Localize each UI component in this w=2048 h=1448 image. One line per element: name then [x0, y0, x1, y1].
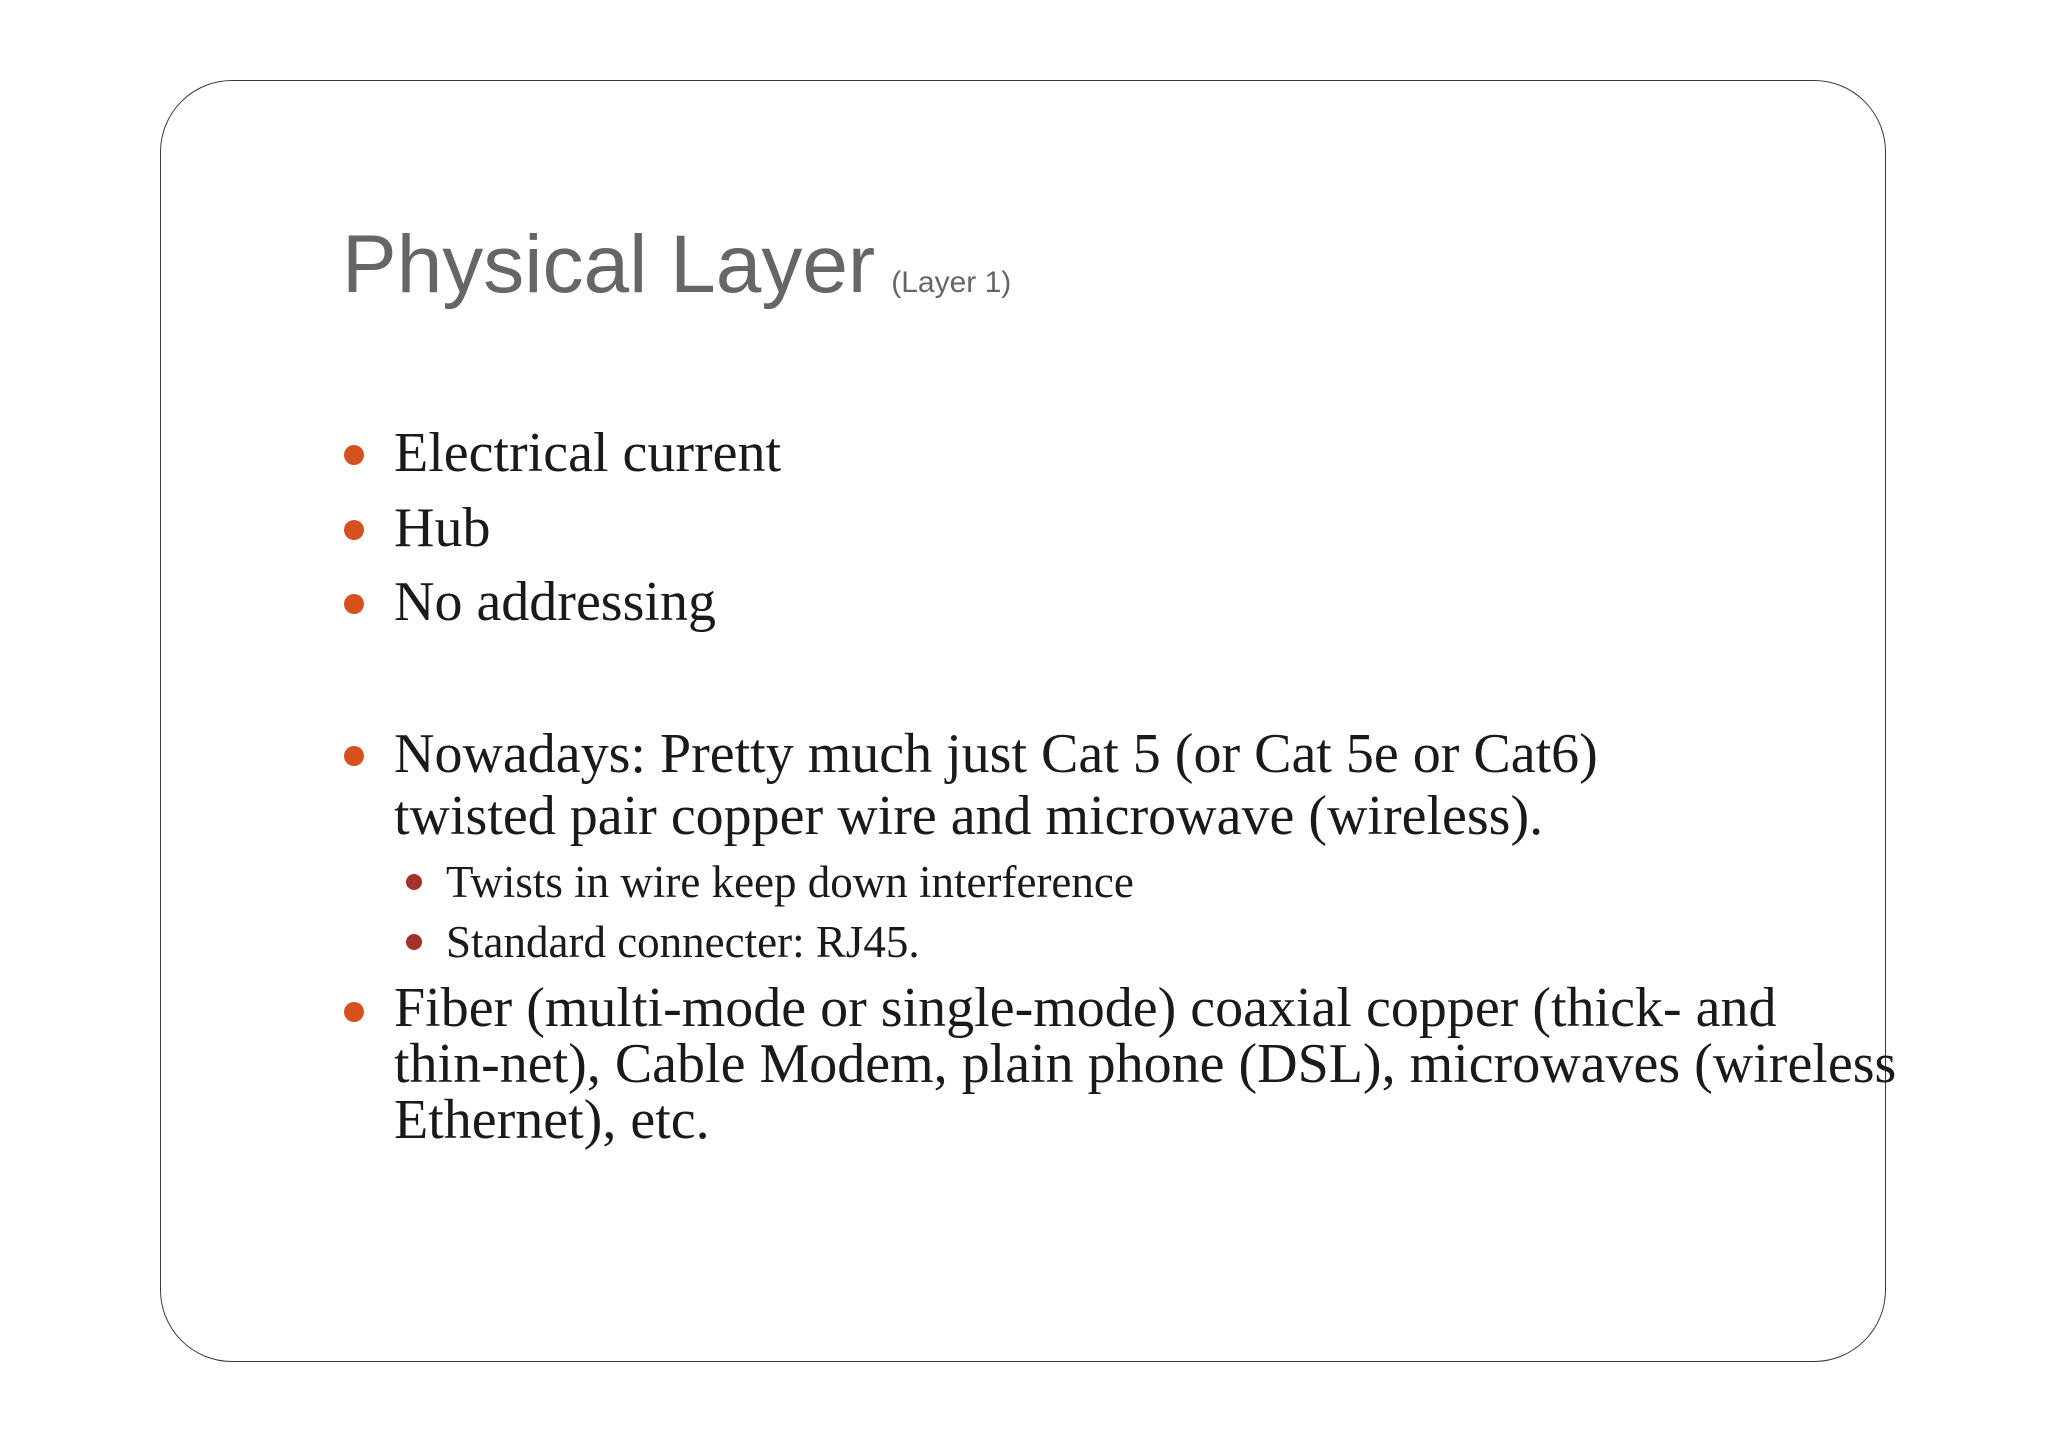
bullet-text-line: thin-net), Cable Modem, plain phone (DSL), microwaves (wireless	[394, 1033, 1897, 1095]
bullet-text: Hub	[394, 497, 491, 559]
bullet-dot-icon	[344, 1002, 364, 1022]
bullet-item	[394, 420, 781, 486]
bullet-text: Electrical current	[394, 422, 782, 484]
sub-bullet-item	[446, 853, 1134, 911]
bullet-item	[394, 495, 490, 561]
sub-bullet-text: Twists in wire keep down interference	[446, 857, 1134, 907]
bullet-text-line: Nowadays: Pretty much just Cat 5 (or Cat 5e or Cat6)	[394, 723, 1598, 785]
slide-title	[342, 218, 1011, 312]
sub-bullet-text: Standard connecter: RJ45.	[446, 917, 920, 967]
bullet-text-line: Ethernet), etc.	[394, 1089, 710, 1151]
title-main: Physical Layer	[342, 219, 876, 310]
bullet-item	[394, 977, 1897, 1151]
bullet-dot-icon	[344, 594, 364, 614]
bullet-text: No addressing	[394, 571, 716, 633]
bullet-text-line: twisted pair copper wire and microwave (wireless).	[394, 785, 1544, 847]
sub-bullet-dot-icon	[406, 934, 422, 950]
bullet-text-line: Fiber (multi-mode or single-mode) coaxial copper (thick- and	[394, 977, 1777, 1039]
bullet-item	[394, 723, 1598, 847]
sub-bullet-item	[446, 913, 920, 971]
bullet-dot-icon	[344, 746, 364, 766]
bullet-dot-icon	[344, 520, 364, 540]
bullet-item	[394, 569, 716, 635]
sub-bullet-dot-icon	[406, 874, 422, 890]
bullet-dot-icon	[344, 445, 364, 465]
title-suffix: (Layer 1)	[891, 266, 1012, 299]
